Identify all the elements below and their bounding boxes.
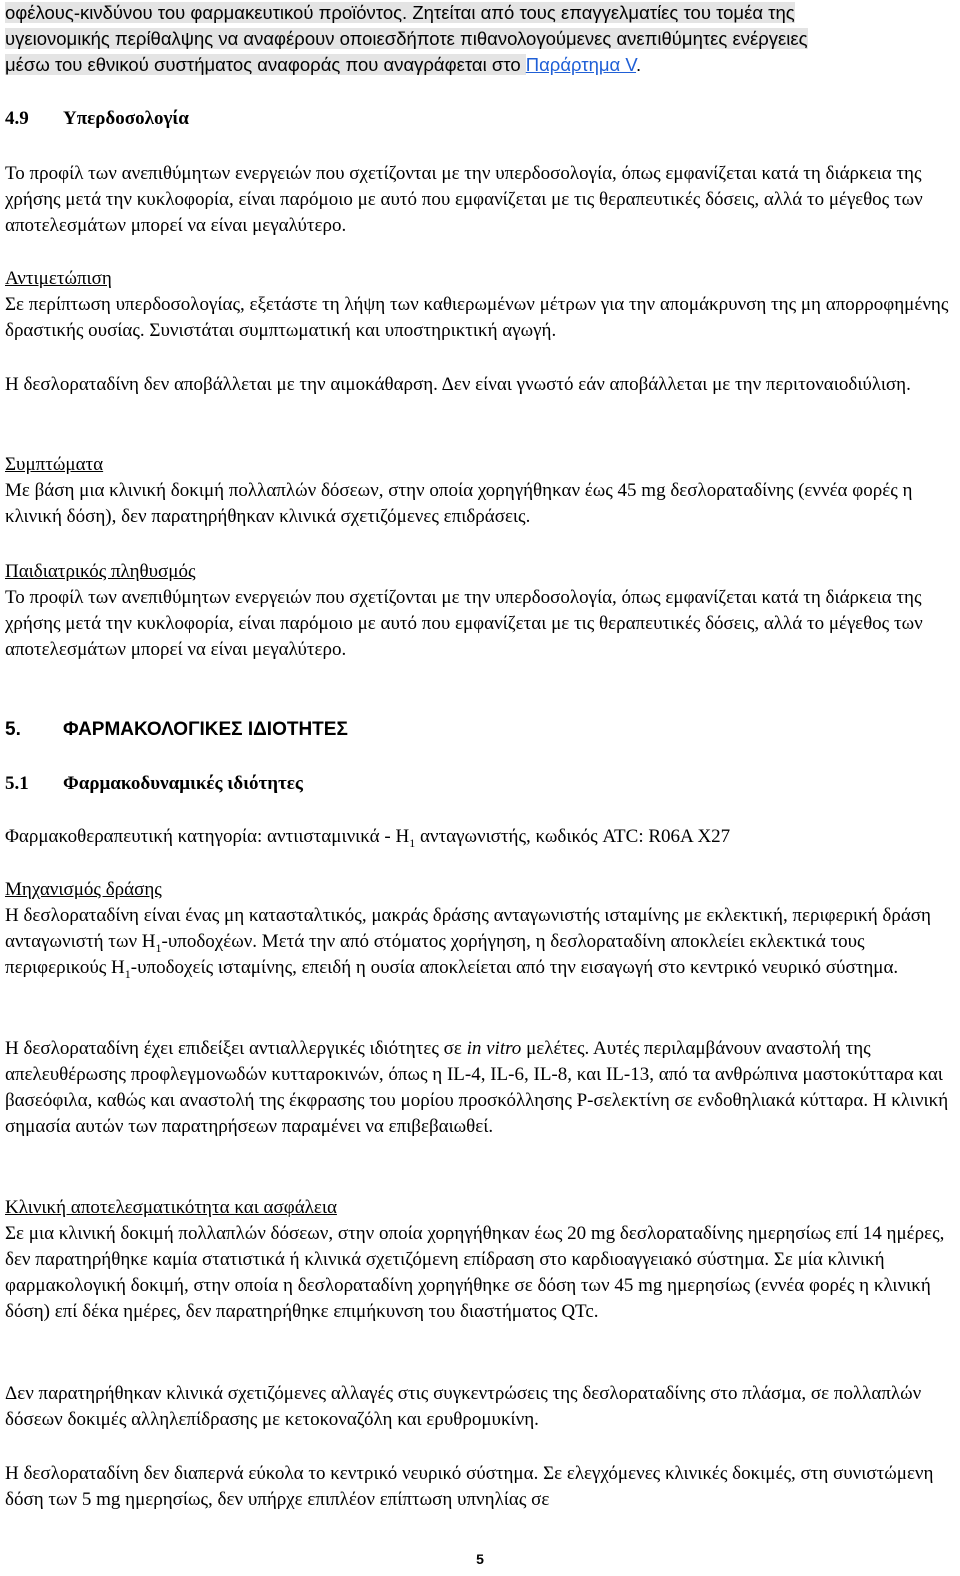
pediatric-heading: Παιδιατρικός πληθυσμός — [5, 561, 196, 582]
treatment-paragraph: Σε περίπτωση υπερδοσολογίας, εξετάστε τη λήψη των καθιερωμένων μέτρων για την απομάκρυνση της μη απορροφημένης δραστικής ουσίας. Συνιστάται συμπτωματική και υποστηρικτική αγωγή. — [5, 294, 949, 341]
dialysis-paragraph: Η δεσλοραταδίνη δεν αποβάλλεται με την αιμοκάθαρση. Δεν είναι γνωστό εάν αποβάλλεται με την περιτοναιοδιύλιση. — [5, 374, 911, 395]
mechanism-text-3: -υποδοχείς ισταμίνης, επειδή η ουσία αποκλείεται από την εισαγωγή στο κεντρικό νευρικό σύστημα. — [130, 957, 899, 978]
section-4-9-heading — [5, 106, 955, 132]
intro-line-3-end: . — [636, 54, 642, 75]
symptoms-section — [5, 452, 955, 530]
efficacy-section — [5, 1195, 955, 1325]
section-number: 5. — [5, 719, 21, 740]
mechanism-text-2: -υποδοχέων. Μετά την από στόματος χορήγηση, η δεσλοραταδίνη αποκλείει εκλεκτικά τους περιφερικούς H — [5, 931, 865, 978]
mechanism-heading: Μηχανισμός δράσης — [5, 879, 162, 900]
symptoms-heading: Συμπτώματα — [5, 454, 104, 475]
intro-line-3: μέσω του εθνικού συστήματος αναφοράς που αναγράφεται στο — [5, 54, 526, 75]
efficacy-paragraph-3: Η δεσλοραταδίνη δεν διαπερνά εύκολα το κεντρικό νευρικό σύστημα. Σε ελεγχόμενες κλινικές δοκιμές, στη συνιστώμενη δόση των 5 mg ημερησίως, δεν υπήρχε επιπλέον επίπτωση υπνηλίας σε — [5, 1463, 934, 1510]
pediatric-paragraph: Το προφίλ των ανεπιθύμητων ενεργειών που σχετίζονται με την υπερδοσολογία, όπως εμφανίζεται κατά τη διάρκεια της χρήσης μετά την κυκλοφορία, είναι παρόμοιο με αυτό που εμφανίζεται με τις θεραπευτικές δόσεις, αλλά το μέγεθος των αποτελεσμάτων μπορεί να είναι μεγαλύτερο. — [5, 587, 923, 660]
mechanism-section — [5, 877, 955, 981]
treatment-heading: Αντιμετώπιση — [5, 268, 112, 289]
invitro-text-1: Η δεσλοραταδίνη έχει επιδείξει αντιαλλεργικές ιδιότητες σε — [5, 1038, 467, 1059]
intro-line-2: υγειονομικής περίθαλψης να αναφέρουν οποιεσδήποτε πιθανολογούμενες ανεπιθύμητες ενέργειες — [5, 28, 808, 49]
section-title: ΦΑΡΜΑΚΟΛΟΓΙΚΕΣ ΙΔΙΟΤΗΤΕΣ — [63, 719, 348, 740]
pediatric-section — [5, 559, 955, 663]
section-title: Φαρμακοδυναμικές ιδιότητες — [63, 773, 303, 794]
atc-code-text: ανταγωνιστής, κωδικός ATC: R06A X27 — [415, 826, 731, 847]
symptoms-paragraph: Με βάση μια κλινική δοκιμή πολλαπλών δόσεων, στην οποία χορηγήθηκαν έως 45 mg δεσλοραταδίνης (εννέα φορές η κλινική δόση), δεν παρατηρήθηκαν κλινικά σχετιζόμενες επιδράσεις. — [5, 480, 913, 527]
section-number: 4.9 — [5, 108, 29, 129]
invitro-paragraph — [5, 1036, 955, 1140]
intro-paragraph — [5, 0, 955, 78]
invitro-text-2: μελέτες. Αυτές περιλαμβάνουν αναστολή της απελευθέρωσης προφλεγμονωδών κυτταροκινών, όπως η IL-4, IL-6, IL-8, και IL-13, από τα ανθρώπινα μαστοκύτταρα και βασεόφιλα, καθώς και αναστολή της έκφρασης του μορίου προσκόλλησης P-σελεκτίνη σε ενδοθηλιακά κύτταρα. Η κλινική σημασία αυτών των παρατηρήσεων παραμένει να επιβεβαιωθεί. — [5, 1038, 949, 1137]
page-number: 5 — [476, 1551, 484, 1567]
overdose-paragraph: Το προφίλ των ανεπιθύμητων ενεργειών που σχετίζονται με την υπερδοσολογία, όπως εμφανίζεται κατά τη διάρκεια της χρήσης μετά την κυκλοφορία, είναι παρόμοιο με αυτό που εμφανίζεται με τις θεραπευτικές δόσεις, αλλά το μέγεθος των αποτελεσμάτων μπορεί να είναι μεγαλύτερο. — [5, 163, 923, 236]
efficacy-heading: Κλινική αποτελεσματικότητα και ασφάλεια — [5, 1197, 337, 1218]
efficacy-paragraph-2: Δεν παρατηρήθηκαν κλινικά σχετιζόμενες αλλαγές στις συγκεντρώσεις της δεσλοραταδίνης στο πλάσμα, σε πολλαπλών δόσεων δοκιμές αλληλεπίδρασης με κετοκοναζόλη και ερυθρομυκίνη. — [5, 1383, 922, 1430]
section-5-1-heading — [5, 771, 955, 797]
section-5-heading — [5, 717, 955, 743]
section-title: Υπερδοσολογία — [63, 108, 189, 129]
subscript-2: 1 — [124, 966, 131, 981]
annex-v-link[interactable]: Παράρτημα V — [525, 54, 637, 75]
invitro-italic: in vitro — [466, 1038, 522, 1059]
section-number: 5.1 — [5, 773, 29, 794]
subscript-1: 1 — [155, 940, 162, 955]
mechanism-paragraph — [5, 903, 955, 981]
atc-text: Φαρμακοθεραπευτική κατηγορία: αντιισταμινικά - H — [5, 826, 410, 847]
atc-subscript: 1 — [409, 835, 416, 850]
treatment-section — [5, 266, 955, 344]
atc-line — [5, 824, 955, 850]
intro-line-1: οφέλους-κινδύνου του φαρμακευτικού προϊόντος. Ζητείται από τους επαγγελματίες του τομέα της — [5, 2, 795, 23]
efficacy-paragraph-1: Σε μια κλινική δοκιμή πολλαπλών δόσεων, στην οποία χορηγήθηκαν έως 20 mg δεσλοραταδίνης ημερησίως επί 14 ημέρες, δεν παρατηρήθηκε καμία στατιστικά ή κλινικά σχετιζόμενη επίδραση στο καρδιοαγγειακό σύστημα. Σε μία κλινική φαρμακολογική δοκιμή, στην οποία η δεσλοραταδίνη χορηγήθηκε σε δόση των 45 mg ημερησίως (εννέα φορές η κλινική δόση) επί δέκα ημέρες, δεν παρατηρήθηκε επιμήκυνση του διαστήματος QTc. — [5, 1223, 945, 1322]
mechanism-text-1: Η δεσλοραταδίνη είναι ένας μη κατασταλτικός, μακράς δράσης ανταγωνιστής ισταμίνης με εκλεκτική, περιφερική δράση ανταγωνιστή των H — [5, 905, 931, 952]
